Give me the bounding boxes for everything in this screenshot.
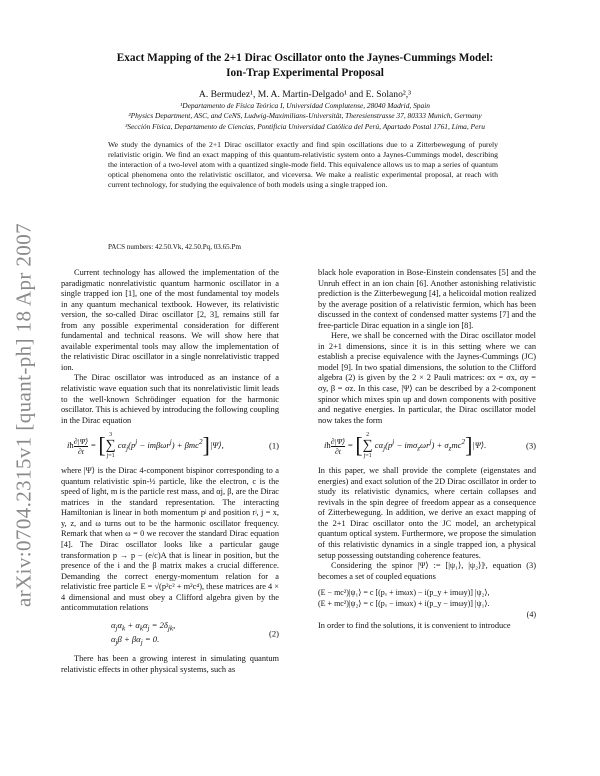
- right-column: [318, 268, 536, 632]
- paragraph: black hole evaporation in Bose-Einstein condensates [5] and the Unruh effect in an ion chain [6]. Another astonishing relativistic prediction is the Zitterbewegung [4], a helicoidal motion realized by the average position of a relativistic fermion, which has been discussed in the context of condensed matter systems [7] and the free-particle Dirac equation in a single ion [8].: [318, 268, 536, 330]
- equation-number: (4): [526, 609, 536, 619]
- affiliation-1: ¹Departamento de Física Teórica I, Universidad Complutense, 28040 Madrid, Spain: [180, 101, 430, 110]
- paragraph: There has been a growing interest in simulating quantum relativistic effects in other physical systems, such as: [61, 654, 279, 674]
- author-list: A. Bermudez¹, M. A. Martin-Delgado¹ and E. Solano²,³: [198, 89, 412, 100]
- affiliation-2: ²Physics Department, ASC, and CeNS, Ludwig-Maximilians-Universität, Theresienstrasse 37, 80333 Munich, Germany: [128, 111, 482, 121]
- arxiv-id-text: arXiv:0704.2315v1 [quant-ph] 18 Apr 2007: [11, 222, 36, 608]
- paragraph: In order to find the solutions, it is convenient to introduce: [318, 621, 511, 631]
- equation-1: iħ $\frac{\partial|\Psi⟩}{\partial t}$ = [ 3 ∑ j=1 $c\alpha_j(p^j - im\beta\omega r^j)$ + βmc$^2$]|Ψ⟩, (1): [67, 432, 279, 460]
- paragraph: where |Ψ⟩ is the Dirac 4-component bispinor corresponding to a quantum relativistic spin-½ particle, like the electron, c is the speed of light, m is the particle rest mass, and αj, β, are the Dirac matrices in the standard representation. The interacting Hamiltonian is linear in both momentum pʲ and position rʲ, j = x, y, z, and ω turns out to be the harmonic oscillator frequency. Remark that when ω = 0 we recover the standard Dirac equation [4]. The Dirac oscillator looks like a particular gauge transformation p → p − (e/c)A that is linear in position, but the presence of the i and the β matrix makes a crucial difference. Demanding the correct energy-momentum relation for a relativistic free particle E = √(p²c² + m²c⁴), these matrices are 4 × 4 dimensional and must obey a Clifford algebra given by the anticommutation relations: [61, 466, 279, 613]
- affiliations: [60, 101, 550, 132]
- affiliation-3: ³Sección Física, Departamento de Ciencias, Pontificia Universidad Católica del Perú, Apartado Postal 1761, Lima, Peru: [125, 121, 485, 131]
- paragraph: Here, we shall be concerned with the Dirac oscillator model in 2+1 dimensions, since it is in this setting where we can establish a precise equivalence with the Jaynes-Cummings (JC) model [9]. In two spatial dimensions, the solution to the Clifford algebra (2) is given by the 2 × 2 Pauli matrices: αx = σx, αy = σy, β = σz. In this case, |Ψ⟩ can be described by a 2-component spinor which mixes spin up and down components with positive and negative energies. In particular, the Dirac oscillator model now takes the form: [318, 331, 536, 425]
- equation-4-line-2: (E + mc²)|ψ₂⟩ = c [(pₓ − imωx) + i(p_y − imωy)] |ψ₁⟩.: [318, 598, 490, 608]
- equation-4-line-1: (E − mc²)|ψ₁⟩ = c [(pₓ + imωx) − i(p_y + imωy)] |ψ₂⟩,: [318, 588, 490, 598]
- paragraph: The Dirac oscillator was introduced as an instance of a relativistic wave equation such that its nonrelativistic limit leads to the well-known Schrödinger equation for the harmonic oscillator. This is achieved by introducing the following coupling in the Dirac equation: [61, 373, 279, 425]
- equation-number: (2): [268, 628, 279, 639]
- arxiv-identifier: [4, 205, 44, 625]
- paragraph: Considering the spinor |Ψ⟩ := [|ψ₁⟩, |ψ₂⟩]ᵗ, equation (3) becomes a set of coupled equations: [318, 561, 536, 581]
- equation-3: iħ $\frac{\partial|\Psi⟩}{\partial t}$ = [ 2 ∑ j=1 $c\alpha_j(p^j - im\sigma_z\omega r^j)$ + $\sigma_zmc^2]|\Psi⟩$. (3): [324, 432, 536, 460]
- equation-4: [318, 588, 536, 619]
- title-line-1: Exact Mapping of the 2+1 Dirac Oscillator onto the Jaynes-Cummings Model:: [116, 52, 494, 64]
- equation-number: (3): [525, 440, 536, 451]
- equation-2: $\alpha_j\alpha_k + \alpha_k\alpha_j = 2\delta_{jk}$, $\alpha_j\beta + \beta\alpha_j = 0$. (2): [111, 619, 279, 647]
- left-column: [61, 268, 279, 675]
- paragraph: Current technology has allowed the implementation of the paradigmatic nonrelativistic quantum harmonic oscillator in a single trapped ion [1], one of the most fundamental toy models in any quantum mechanical textbook. However, its relativistic version, the so-called Dirac oscillator [2, 3], remains still far from any possible experimental consideration for different fundamental and technical reasons. We will show here that available experimental tools may allow the implementation of the relativistic Dirac oscillator in a single nonrelativistic trapped ion.: [61, 268, 279, 372]
- title-line-2: Ion-Trap Experimental Proposal: [226, 67, 384, 79]
- paragraph: In this paper, we shall provide the complete (eigenstates and energies) and exact solution of the 2D Dirac oscillator in order to study its relativistic dynamics, where certain collapses and revivals in the spin degree of freedom appear as a consequence of Zitterbewegung. In addition, we derive an exact mapping of the 2+1 Dirac oscillator onto the JC model, an archetypical quantum optical system. Furthermore, we propose the simulation of this relativistic dynamics in a single trapped ion, a physical setup possessing outstanding coherence features.: [318, 466, 536, 560]
- equation-number: (1): [268, 440, 279, 451]
- paper-title: [60, 51, 550, 81]
- pacs-numbers: PACS numbers: 42.50.Vk, 42.50.Pq, 03.65.Pm: [108, 243, 241, 251]
- abstract: We study the dynamics of the 2+1 Dirac oscillator exactly and find spin oscillations due to a Zitterbewegung of purely relativistic origin. We find an exact mapping of this quantum-relativistic system onto a Jaynes-Cummings model, describing the interaction of a two-level atom with a quantized single-mode field. This equivalence allows us to map a series of quantum optical phenomena onto the relativistic oscillator, and viceversa. We make a realistic experimental proposal, at reach with current technology, for studying the equivalence of both models using a single trapped ion.: [108, 140, 498, 190]
